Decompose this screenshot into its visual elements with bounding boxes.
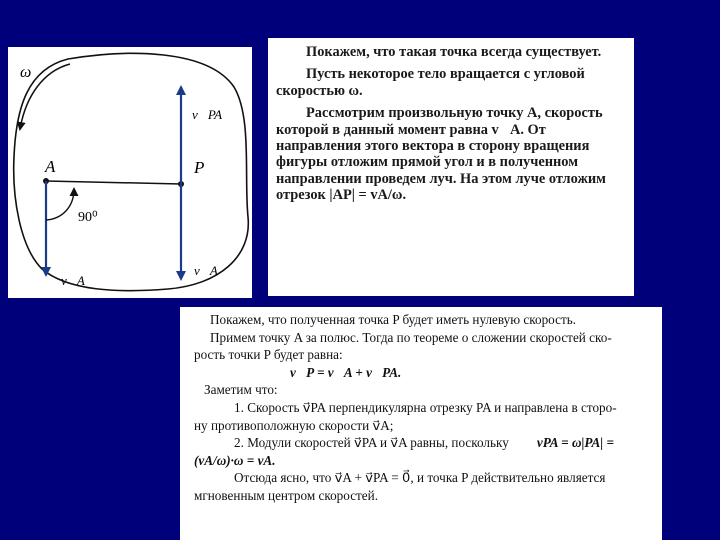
text-line: Заметим что: (204, 382, 278, 398)
velocity-sum-equation: v⃗P = v⃗A + v⃗PA. (290, 364, 402, 380)
text-line: рость точки P будет равна: (194, 347, 343, 363)
text-line: Примем точку A за полюс. Тогда по теореме о сложении скоростей ско- (210, 329, 612, 345)
text-line: ну противоположную скорости v⃗A; (194, 417, 394, 433)
point-P-label: P (194, 158, 205, 177)
segment-AP (46, 181, 181, 184)
point-A-label: A (45, 157, 56, 176)
text-line: 1. Скорость v⃗PA перпендикулярна отрезку PA и направлена в сторо- (234, 399, 617, 415)
paragraph-construction: Рассмотрим произвольную точку A, скорость которой в данный момент равна v⃗A. От направления этого вектора в сторону вращения фигуры отложим прямой угол и в полученном направлении проведем луч. На этом луче отложим отрезок |AP| = vA/ω. (276, 105, 606, 204)
rotation-diagram (8, 47, 252, 298)
text-line: мгновенным центром скоростей. (194, 487, 379, 503)
right-angle-arrow (46, 189, 74, 220)
paragraph-rotation: Пусть некоторое тело вращается с угловой скоростью ω. (276, 66, 585, 99)
rotation-figure-panel (8, 47, 252, 298)
explanation-panel-top (268, 38, 634, 296)
paragraph-existence: Покажем, что такая точка всегда существует. (306, 44, 602, 60)
text-line-conclusion: Отсюда ясно, что v⃗A + v⃗PA = 0⃗, и точка P действительно является (234, 470, 606, 486)
text-fragment: 2. Модули скоростей v⃗PA и v⃗A равны, поскольку (234, 435, 509, 451)
text-line: Покажем, что полученная точка P будет иметь нулевую скорость. (210, 312, 577, 327)
velocity-vA-label-left: v⃗A (61, 273, 85, 288)
explanation-panel-bottom (180, 307, 662, 540)
modulus-equation-continued: (vA/ω)·ω = vA. (194, 452, 276, 468)
text-line-modulus (194, 434, 652, 452)
velocity-vA-label-right: v⃗A (194, 263, 218, 278)
right-angle-label: 90⁰ (78, 210, 98, 225)
velocity-vPA-label: v⃗PA (192, 107, 223, 122)
modulus-equation: vPA = ω|PA| = (536, 435, 614, 451)
omega-label: ω (20, 64, 32, 81)
